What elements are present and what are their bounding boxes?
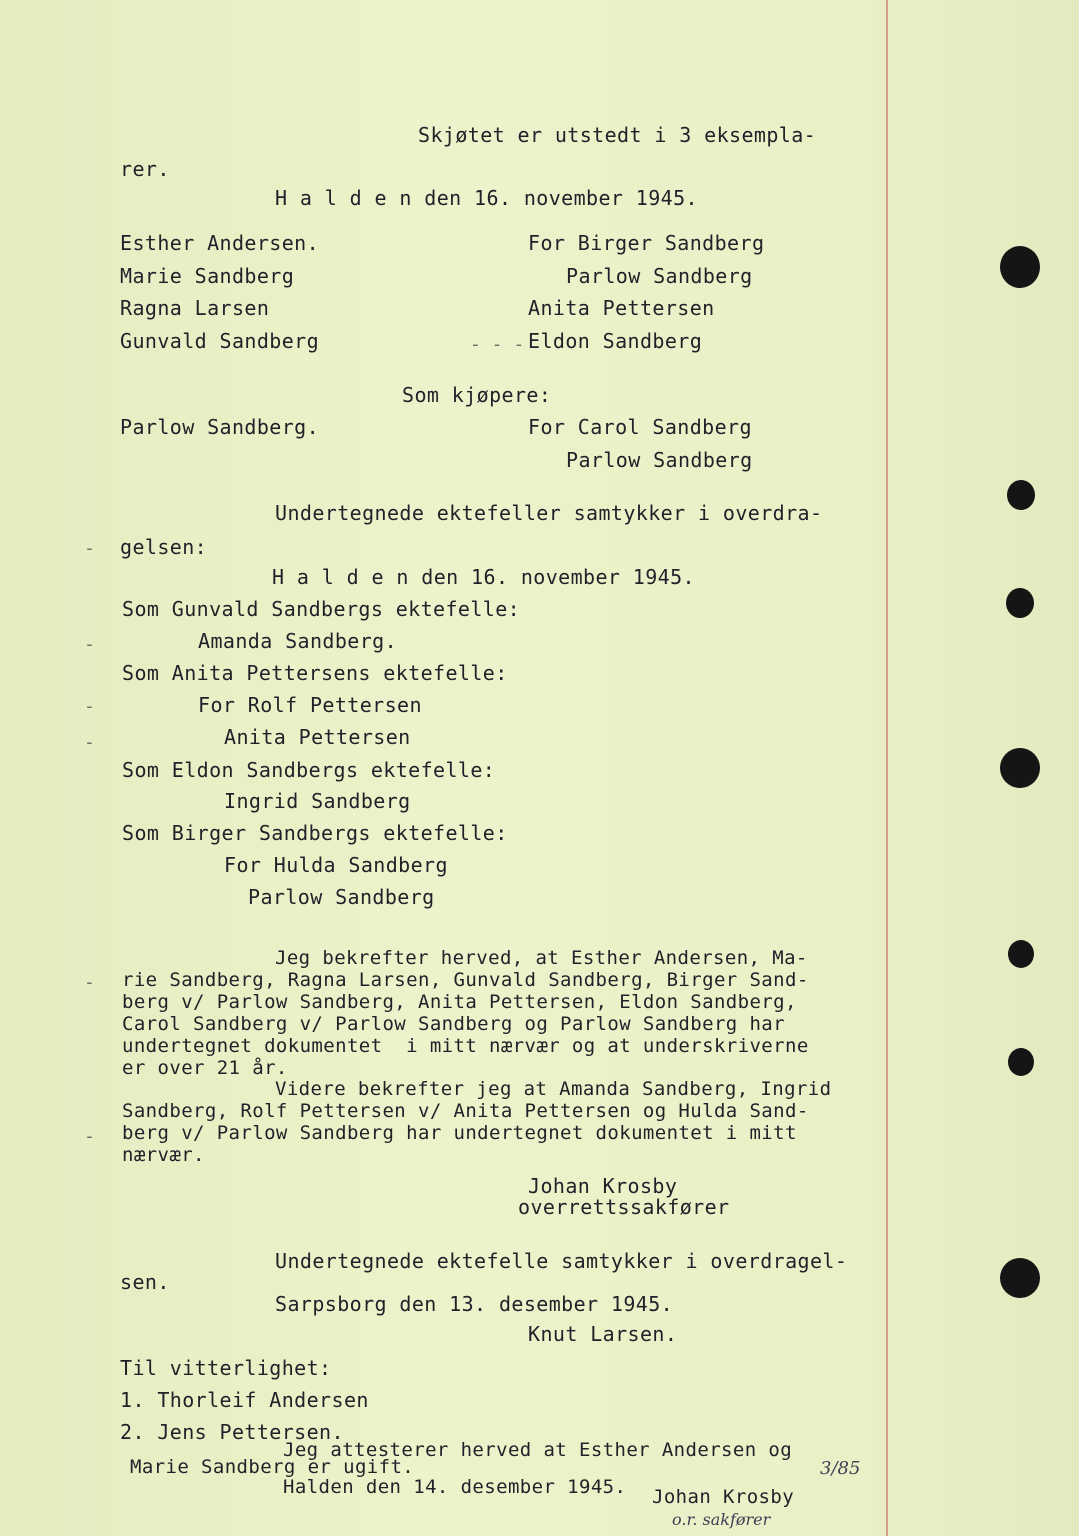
- seller-name: Anita Pettersen: [528, 296, 715, 320]
- signer-title: overrettssakfører: [518, 1195, 730, 1219]
- punch-hole: [1000, 246, 1040, 288]
- place-date-line: H a l d e n den 16. november 1945.: [275, 186, 698, 210]
- bleed-mark: -: [84, 972, 95, 993]
- seller-name: Parlow Sandberg: [566, 264, 753, 288]
- spouse-signature: Parlow Sandberg: [248, 885, 435, 909]
- bleed-mark: -: [84, 1126, 95, 1147]
- margin-rule: [886, 0, 888, 1536]
- certification-line: nærvær.: [122, 1144, 205, 1166]
- attestation-signer: Johan Krosby: [652, 1486, 795, 1508]
- spouse-signature: Ingrid Sandberg: [224, 789, 411, 813]
- seller-name: Esther Andersen.: [120, 231, 320, 255]
- punch-hole: [1000, 1258, 1040, 1298]
- signer-name: Johan Krosby: [528, 1174, 678, 1198]
- spouse-signature: Anita Pettersen: [224, 725, 411, 749]
- seller-name: Eldon Sandberg: [528, 329, 703, 353]
- punch-hole: [1008, 940, 1034, 968]
- attestation-line: Marie Sandberg er ugift.: [130, 1456, 415, 1478]
- witness-name: 2. Jens Pettersen.: [120, 1420, 344, 1444]
- consent-line: Undertegnede ektefeller samtykker i overdra-: [275, 501, 823, 525]
- consent-line-cont: sen.: [120, 1270, 170, 1294]
- punch-hole: [1000, 748, 1040, 788]
- buyers-heading: Som kjøpere:: [402, 383, 552, 407]
- consent-line-cont: gelsen:: [120, 535, 208, 559]
- intro-line: Skjøtet er utstedt i 3 eksempla-: [418, 123, 817, 147]
- bleed-mark: -: [84, 538, 95, 559]
- spouse-heading: Som Birger Sandbergs ektefelle:: [122, 821, 508, 845]
- certification-line: er over 21 år.: [122, 1057, 288, 1079]
- spouse-signature: Knut Larsen.: [528, 1322, 678, 1346]
- place-date-line: H a l d e n den 16. november 1945.: [272, 565, 695, 589]
- certification-line: undertegnet dokumentet i mitt nærvær og at underskriverne: [122, 1035, 809, 1057]
- spouse-signature: Amanda Sandberg.: [198, 629, 398, 653]
- seller-name: For Birger Sandberg: [528, 231, 765, 255]
- bleed-mark: -: [84, 634, 95, 655]
- attestation-signer-title: o.r. sakfører: [672, 1510, 771, 1529]
- certification-line: Videre bekrefter jeg at Amanda Sandberg, Ingrid: [275, 1078, 832, 1100]
- margin-note: 3/85: [820, 1458, 861, 1479]
- attestation-line: Jeg attesterer herved at Esther Andersen og: [283, 1439, 793, 1461]
- buyer-name: Parlow Sandberg.: [120, 415, 320, 439]
- attestation-line: Halden den 14. desember 1945.: [283, 1476, 627, 1498]
- consent-line: Undertegnede ektefelle samtykker i overdragel-: [275, 1249, 848, 1273]
- seller-name: Gunvald Sandberg: [120, 329, 320, 353]
- seller-name: Ragna Larsen: [120, 296, 270, 320]
- punch-hole: [1008, 1048, 1034, 1076]
- spouse-signature: For Rolf Pettersen: [198, 693, 422, 717]
- certification-line: berg v/ Parlow Sandberg, Anita Pettersen, Eldon Sandberg,: [122, 991, 797, 1013]
- witness-heading: Til vitterlighet:: [120, 1356, 332, 1380]
- intro-line-cont: rer.: [120, 157, 170, 181]
- spouse-signature: For Hulda Sandberg: [224, 853, 448, 877]
- witness-name: 1. Thorleif Andersen: [120, 1388, 369, 1412]
- punch-hole: [1006, 588, 1034, 618]
- certification-line: rie Sandberg, Ragna Larsen, Gunvald Sandberg, Birger Sand-: [122, 969, 809, 991]
- spouse-heading: Som Gunvald Sandbergs ektefelle:: [122, 597, 521, 621]
- certification-line: berg v/ Parlow Sandberg har undertegnet dokumentet i mitt: [122, 1122, 797, 1144]
- bleed-mark: - - -: [470, 334, 525, 355]
- certification-line: Jeg bekrefter herved, at Esther Andersen, Ma-: [275, 947, 808, 969]
- bleed-mark: -: [84, 732, 95, 753]
- spouse-heading: Som Anita Pettersens ektefelle:: [122, 661, 508, 685]
- certification-line: Sandberg, Rolf Pettersen v/ Anita Pettersen og Hulda Sand-: [122, 1100, 809, 1122]
- bleed-mark: -: [84, 696, 95, 717]
- punch-hole: [1007, 480, 1035, 510]
- certification-line: Carol Sandberg v/ Parlow Sandberg og Parlow Sandberg har: [122, 1013, 785, 1035]
- place-date-line: Sarpsborg den 13. desember 1945.: [275, 1292, 674, 1316]
- buyer-name: Parlow Sandberg: [566, 448, 753, 472]
- spouse-heading: Som Eldon Sandbergs ektefelle:: [122, 758, 496, 782]
- seller-name: Marie Sandberg: [120, 264, 295, 288]
- buyer-name: For Carol Sandberg: [528, 415, 752, 439]
